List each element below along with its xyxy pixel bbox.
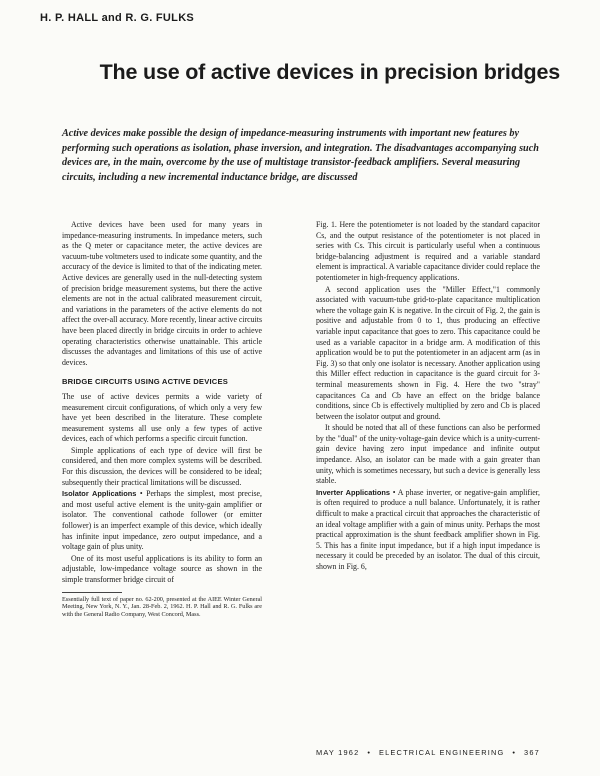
body-paragraph: A second application uses the "Miller Effect,"1 commonly associated with vacuum-tube grid-to-plate capacitance multiplication where the voltage gain K is negative. In the circuit of Fig. 2, the gain is positive and adjustable from 0 to 1, thus producing an effective variable input capacitance that goes to zero. This capacitance could be used as a variable capacitor in a bridge arm. A modification of this application would be to put the potentiometer in an adjacent arm (as in Fig. 3) so that only one isolator is necessary. Another application using this Miller effect reduction in capacitance is the guard circuit for 3-terminal measurements shown in Fig. 4. Here the two "stray" capacitances Ca and Cb have an effect on the bridge balance conditions, since Cb is effectively multiplied by zero and Cb is placed between the isolator output and ground. xyxy=(316,284,540,421)
footer-journal: ELECTRICAL ENGINEERING xyxy=(378,748,505,757)
footer-separator-icon: • xyxy=(512,748,517,757)
body-paragraph: Simple applications of each type of device will first be considered, and then more complex systems will be described. For this discussion, the devices will be considered to be ideal; subsequently their practical limitations will be discussed. xyxy=(62,445,262,487)
inverter-text: • A phase inverter, or negative-gain amplifier, is often required to produce a null balance. Unfortunately, it is rather difficult to make a practical circuit that approaches the characteristic of an ideal voltage amplifier with a gain of minus unity. Perhaps the most practical approximation is the shunt feedback amplifier shown in Fig. 5. This has a finite input impedance, but if a high input impedance is necessary it could be preceded by an isolator. The dual of this circuit, shown in Fig. 6, xyxy=(316,487,541,571)
footnote-rule xyxy=(62,592,122,593)
intro-paragraph: Active devices have been used for many years in impedance-measuring instruments. In impedance meters, such as the Q meter or capacitance meter, the active devices are vacuum-tube voltmeters used to indicate some quantity, and the accuracy of the device is limited to that of the indicating meter. Active devices are generally used in the null-detecting system of precision bridge measurement systems, but there the active elements are not in the actual calibrated measurement circuit, and variations in the parameters of the active elements do not affect the over-all accuracy. More recently, linear active circuits have been placed directly in bridge circuits in order to achieve operating characteristics otherwise unattainable. This article discusses the advantages and limitations of this use of active devices. xyxy=(62,220,262,367)
footnote: Essentially full text of paper no. 62-200, presented at the AIEE Winter General Meeting, New York, N. Y., Jan. 28-Feb. 2, 1962. H. P. Hall and R. G. Fulks are with the General Radio Company, West Concord, Mass. xyxy=(62,595,262,618)
abstract: Active devices make possible the design of impedance-measuring instruments with important new features by performing such operations as isolation, phase inversion, and integration. The disadvantages accompanying such devices are, in the main, overcome by the use of multistage transistor-feedback amplifiers. Several measuring circuits, including a new incremental inductance bridge, are discussed xyxy=(62,128,539,183)
isolator-runin-heading: Isolator Applications xyxy=(62,489,137,499)
inverter-paragraph xyxy=(316,488,540,573)
article-title: The use of active devices in precision bridges xyxy=(99,60,560,84)
left-column xyxy=(62,220,262,618)
section-heading: BRIDGE CIRCUITS USING ACTIVE DEVICES xyxy=(62,377,228,387)
right-column xyxy=(316,220,540,574)
page-number: 367 xyxy=(524,748,540,757)
footer-separator-icon: • xyxy=(367,748,372,757)
body-paragraph: Fig. 1. Here the potentiometer is not loaded by the standard capacitor Cs, and the output resistance of the potentiometer is not placed in series with Cs. This circuit is particularly useful when a continuous bridge-balancing adjustment is required and a variable standard element is impractical. A variable capacitance divider could replace the potentiometer in high-frequency applications. xyxy=(316,220,540,282)
body-paragraph: It should be noted that all of these functions can also be performed by the "dual" of the unity-voltage-gain device which is a unity-current-gain device having zero input impedance and infinite output impedance. Also, an isolator can be made with a gain greater than unity, which is sometimes necessary, but such a device is generally less stable. xyxy=(316,423,540,486)
authors: H. P. HALL and R. G. FULKS xyxy=(40,12,195,24)
body-paragraph: One of its most useful applications is its ability to form an adjustable, low-impedance voltage source as shown in the simple transformer bridge circuit of xyxy=(62,553,262,584)
footer-date: MAY 1962 xyxy=(316,748,360,757)
isolator-paragraph xyxy=(62,489,262,553)
inverter-runin-heading: Inverter Applications xyxy=(316,487,390,497)
body-paragraph: The use of active devices permits a wide variety of measurement circuit configurations, of which only a very few have yet been described in the literature. These complete measurement systems all use only a few types of active devices, each of which performs a specific circuit function. xyxy=(62,391,262,444)
page-footer xyxy=(316,748,540,757)
isolator-text: • Perhaps the simplest, most precise, and most useful active element is the unity-gain amplifier or isolator. The conventional cathode follower (or emitter follower) is an imperfect example of this device, which ideally has infinite input impedance, zero output impedance, and a voltage gain of plus unity. xyxy=(62,489,262,552)
